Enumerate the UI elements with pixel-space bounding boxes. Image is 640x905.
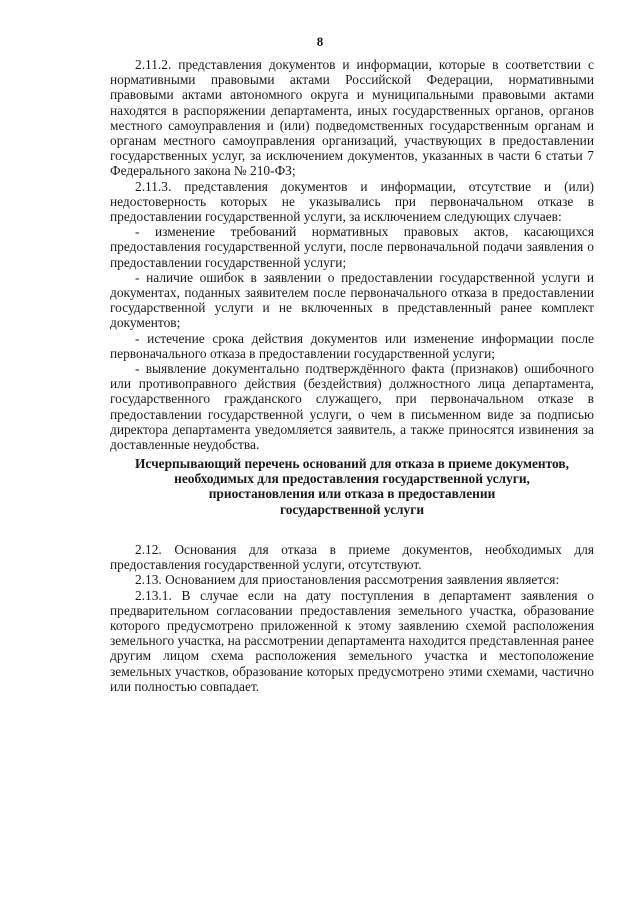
paragraph-2-13-1: 2.13.1. В случае если на дату поступления в департамент заявления о предварительном согласовании предоставления земельного участка, образование которого предусмотрено приложенной к этому заявлению схемой расположения земельного участка, на рассмотрении департамента находится представленная ранее другим лицом схема расположения земельного участка и местоположение земельных участков, образование которых предусмотрено этими схемами, частично или полностью совпадает. [110,587,594,694]
section-2-11-continued [110,57,594,452]
paragraph-2-11-2: 2.11.2. представления документов и информации, которые в соответствии с нормативными правовыми актами Российской Федерации, нормативными правовыми актами автономного округа и муниципальными правовыми актами находятся в распоряжении департамента, иных государственных органов, органов местного самоуправления и (или) подведомственных государственным органам и органам местного самоуправления организаций, участвующих в предоставлении государственных услуг, за исключением документов, указанных в части 6 статьи 7 Федерального закона № 210-ФЗ; [110,57,594,179]
heading-line-4: государственной услуги [279,501,425,517]
exception-item-1: - изменение требований нормативных правовых актов, касающихся предоставления государственной услуги, после первоначальной подачи заявления о предоставлении государственной услуги; [110,224,594,270]
page-number: 8 [316,34,324,49]
exception-item-4: - выявление документально подтверждённого факта (признаков) ошибочного или противоправного действия (бездействия) должностного лица департамента, государственного гражданского служащего, при первоначальном отказе в предоставлении государственной услуги, о чем в письменном виде за подписью директора департамента уведомляется заявитель, а также приносятся извинения за доставленные неудобства. [110,361,594,453]
heading-line-1: Исчерпывающий перечень оснований для отказа в приеме документов, [135,456,569,471]
exception-item-2: - наличие ошибок в заявлении о предоставлении государственной услуги и документах, поданных заявителем после первоначального отказа в предоставлении государственной услуги и не включенных в представленный ранее комплект документов; [110,269,594,331]
paragraph-2-11-3: 2.11.3. представления документов и информации, отсутствие и (или) недостоверность которых не указывались при первоначальном отказе в предоставлении государственной услуги, за исключением следующих случаев: [110,178,594,225]
heading-line-3: приостановления или отказа в предоставлении [208,486,496,502]
heading-line-2: необходимых для предоставления государственной услуги, [174,471,530,487]
paragraph-2-13: 2.13. Основанием для приостановления рассмотрения заявления является: [135,572,560,588]
section-heading [110,456,594,517]
paragraph-2-12: 2.12. Основания для отказа в приеме документов, необходимых для предоставления государственной услуги, отсутствуют. [110,542,594,573]
exception-item-3: - истечение срока действия документов или изменение информации после первоначального отказа в предоставлении государственной услуги; [110,330,594,361]
section-2-12-2-13 [110,542,594,694]
